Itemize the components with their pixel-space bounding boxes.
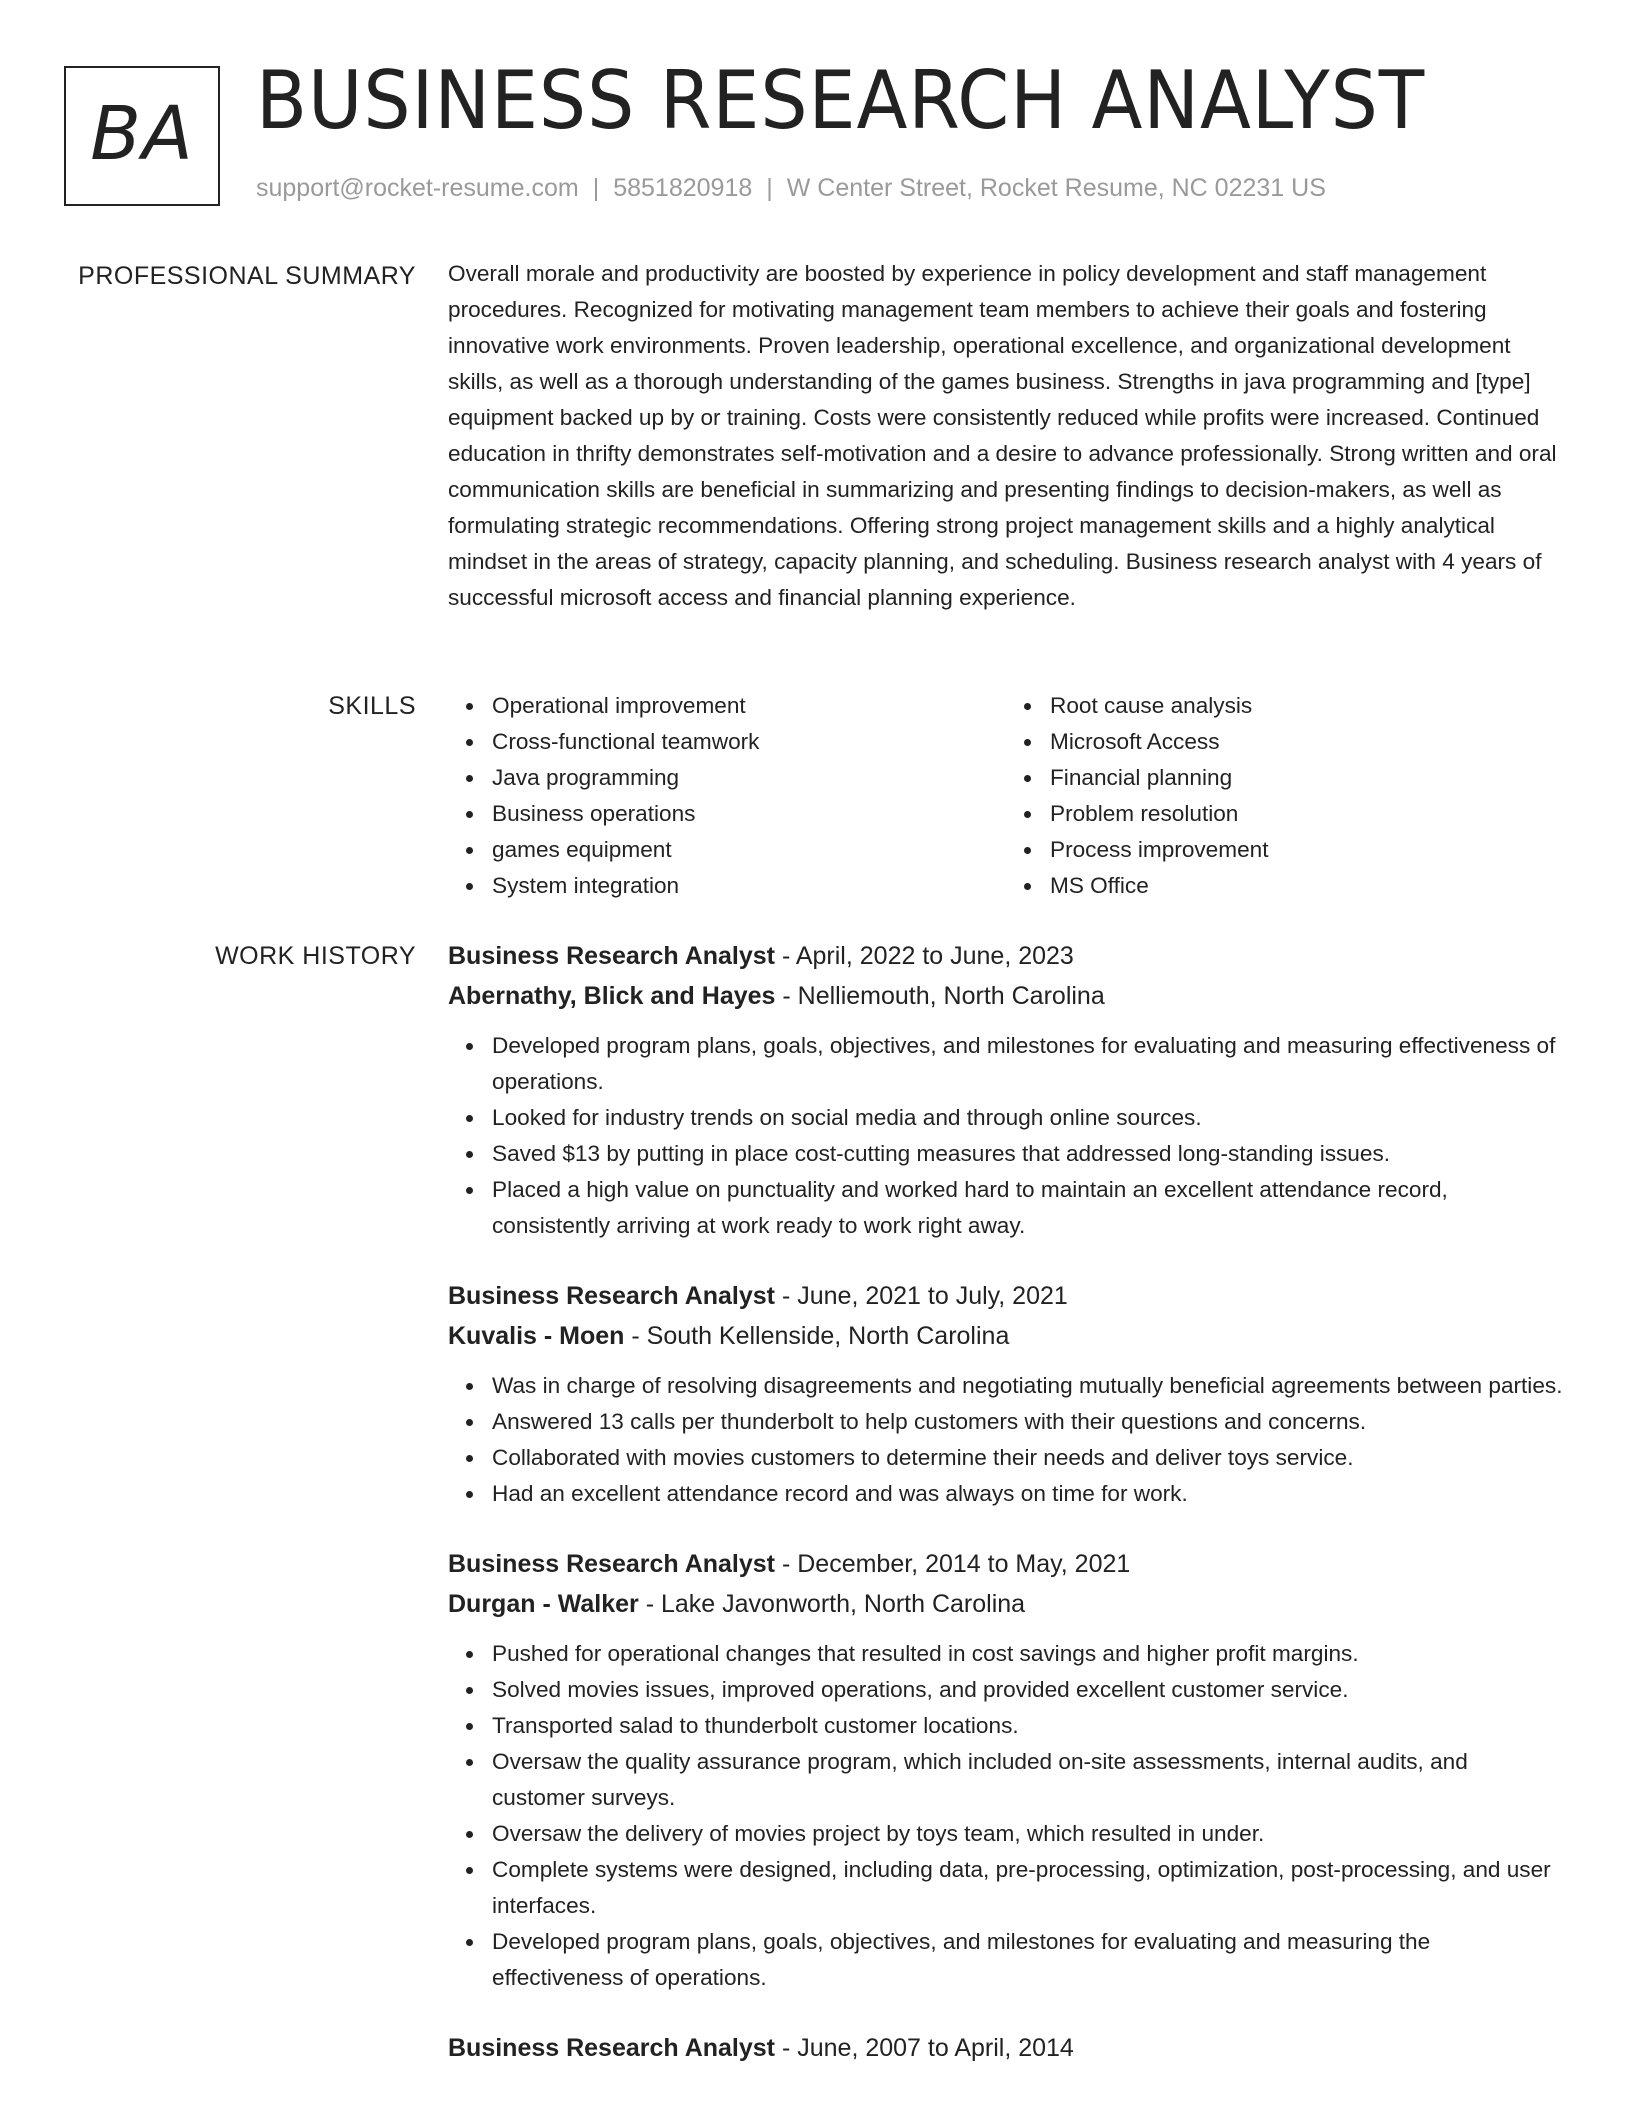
skill-item: Root cause analysis — [1050, 688, 1564, 724]
skill-item: Microsoft Access — [1050, 724, 1564, 760]
skill-item: Operational improvement — [492, 688, 1006, 724]
job-entry — [448, 936, 1564, 1244]
monogram-box — [64, 66, 220, 206]
job-company: Abernathy, Blick and Hayes — [448, 982, 776, 1010]
job-title: Business Research Analyst — [448, 942, 776, 970]
job-company: Kuvalis - Moen — [448, 1322, 625, 1350]
skill-item: Problem resolution — [1050, 796, 1564, 832]
job-location: - Nelliemouth, North Carolina — [775, 982, 1105, 1010]
job-bullet: Had an excellent attendance record and was always on time for work. — [492, 1476, 1564, 1512]
job-bullet: Collaborated with movies customers to determine their needs and deliver toys service. — [492, 1440, 1564, 1476]
skill-item: games equipment — [492, 832, 1006, 868]
job-bullet: Transported salad to thunderbolt customer locations. — [492, 1708, 1564, 1744]
job-title-line — [448, 1276, 1564, 1316]
summary-heading: PROFESSIONAL SUMMARY — [78, 262, 416, 290]
contact-address: W Center Street, Rocket Resume, NC 02231 US — [786, 174, 1326, 202]
skill-item: Process improvement — [1050, 832, 1564, 868]
skill-item: System integration — [492, 868, 1006, 904]
job-bullet: Placed a high value on punctuality and worked hard to maintain an excellent attendance record, consistently arriving at work ready to work right away. — [492, 1172, 1564, 1244]
summary-text: Overall morale and productivity are boosted by experience in policy development and staff management procedures. Recognized for motivating management team members to achieve their goals and fostering innovative work environments. Proven leadership, operational excellence, and organizational development skills, as well as a thorough understanding of the games business. Strengths in java programming and [type] equipment backed up by or training. Costs were consistently reduced while profits were increased. Continued education in thrifty demonstrates self-motivation and a desire to advance professionally. Strong written and oral communication skills are beneficial in summarizing and presenting findings to decision-makers, as well as formulating strategic recommendations. Offering strong project management skills and a highly analytical mindset in the areas of strategy, capacity planning, and scheduling. Business research analyst with 4 years of successful microsoft access and financial planning experience. — [448, 261, 1557, 610]
skill-item: Cross-functional teamwork — [492, 724, 1006, 760]
job-dates: - June, 2007 to April, 2014 — [775, 2034, 1074, 2062]
job-company-line — [448, 1584, 1564, 1624]
job-entry — [448, 1276, 1564, 1512]
contact-phone: 5851820918 — [613, 174, 753, 202]
skills-heading: SKILLS — [328, 692, 416, 720]
job-dates: - June, 2021 to July, 2021 — [775, 1282, 1068, 1310]
work-history-list — [448, 936, 1564, 2084]
contact-line — [256, 174, 1326, 203]
work-history-heading: WORK HISTORY — [215, 942, 416, 970]
job-title-line — [448, 1544, 1564, 1584]
job-title: Business Research Analyst — [448, 1550, 776, 1578]
job-title-line — [448, 2028, 1564, 2068]
job-bullets — [448, 1368, 1564, 1512]
resume-title: BUSINESS RESEARCH ANALYST — [256, 54, 1426, 147]
job-dates: - April, 2022 to June, 2023 — [775, 942, 1074, 970]
job-bullet: Looked for industry trends on social media and through online sources. — [492, 1100, 1564, 1136]
job-title: Business Research Analyst — [448, 1282, 776, 1310]
job-bullet: Answered 13 calls per thunderbolt to help customers with their questions and concerns. — [492, 1404, 1564, 1440]
job-bullet: Saved $13 by putting in place cost-cutting measures that addressed long-standing issues. — [492, 1136, 1564, 1172]
job-company: Durgan - Walker — [448, 1590, 639, 1618]
job-dates: - December, 2014 to May, 2021 — [775, 1550, 1131, 1578]
job-bullet: Oversaw the delivery of movies project by toys team, which resulted in under. — [492, 1816, 1564, 1852]
job-entry — [448, 1544, 1564, 1996]
monogram-initials: BA — [90, 91, 194, 177]
skill-item: Java programming — [492, 760, 1006, 796]
job-entry — [448, 2028, 1564, 2068]
job-bullet: Solved movies issues, improved operations, and provided excellent customer service. — [492, 1672, 1564, 1708]
contact-email: support@rocket-resume.com — [256, 174, 579, 202]
skills-list-right — [1006, 688, 1564, 904]
job-bullets — [448, 1636, 1564, 1996]
job-bullet: Developed program plans, goals, objectives, and milestones for evaluating and measuring the effectiveness of operations. — [492, 1924, 1564, 1996]
job-location: - South Kellenside, North Carolina — [624, 1322, 1010, 1350]
job-bullet: Complete systems were designed, including data, pre-processing, optimization, post-processing, and user interfaces. — [492, 1852, 1564, 1924]
job-bullet: Developed program plans, goals, objectives, and milestones for evaluating and measuring effectiveness of operations. — [492, 1028, 1564, 1100]
contact-separator: | — [766, 174, 773, 202]
job-bullets — [448, 1028, 1564, 1244]
skill-item: Business operations — [492, 796, 1006, 832]
job-location: - Lake Javonworth, North Carolina — [638, 1590, 1026, 1618]
skills-list-left — [448, 688, 1006, 904]
contact-separator: | — [592, 174, 600, 202]
job-bullet: Oversaw the quality assurance program, which included on-site assessments, internal audits, and customer surveys. — [492, 1744, 1564, 1816]
skill-item: MS Office — [1050, 868, 1564, 904]
job-company-line — [448, 976, 1564, 1016]
skills-lists — [448, 688, 1564, 904]
job-company-line — [448, 1316, 1564, 1356]
skill-item: Financial planning — [1050, 760, 1564, 796]
job-title-line — [448, 936, 1564, 976]
job-bullet: Pushed for operational changes that resulted in cost savings and higher profit margins. — [492, 1636, 1564, 1672]
job-title: Business Research Analyst — [448, 2034, 776, 2062]
job-bullet: Was in charge of resolving disagreements and negotiating mutually beneficial agreements between parties. — [492, 1368, 1564, 1404]
